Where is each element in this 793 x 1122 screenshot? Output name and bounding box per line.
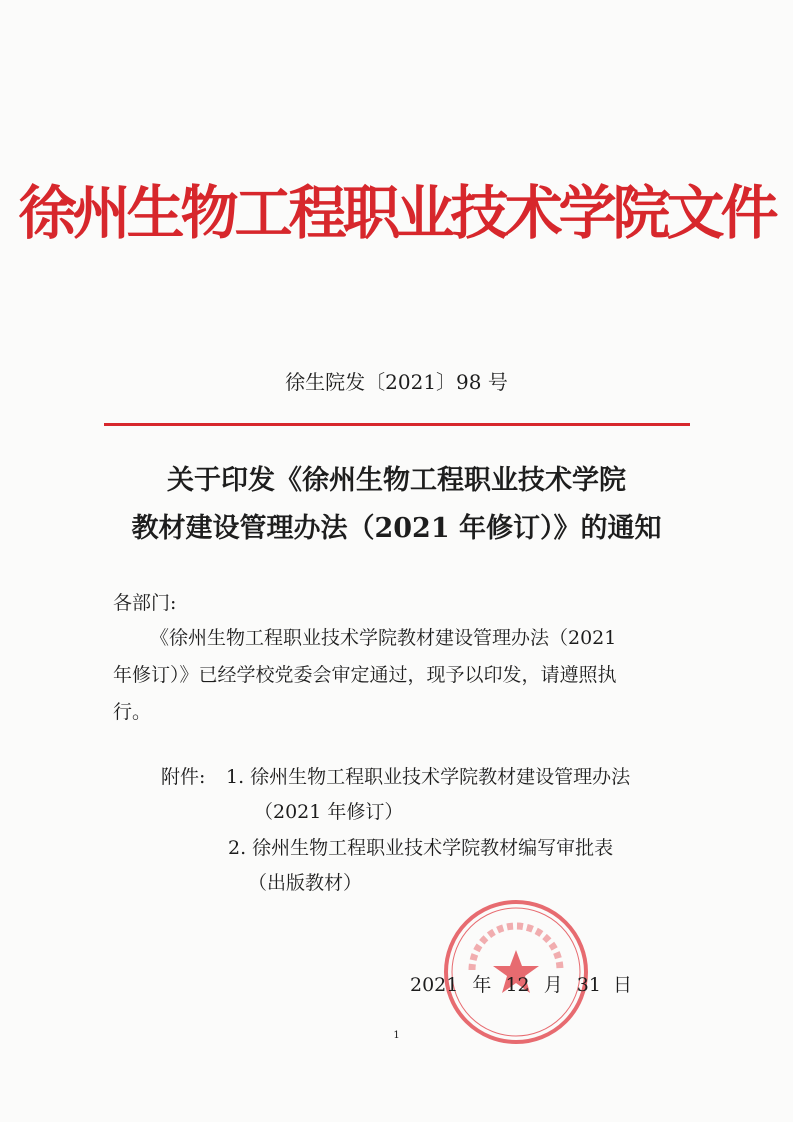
- attachment-1-title: 1. 徐州生物工程职业技术学院教材建设管理办法: [226, 766, 631, 788]
- attachment-2-title: 2. 徐州生物工程职业技术学院教材编写审批表: [228, 837, 614, 859]
- date-month: 12: [505, 974, 530, 996]
- page-number: 1: [393, 1030, 400, 1041]
- document-number: 徐生院发〔2021〕98 号: [285, 370, 508, 394]
- body-text-line-3: 行。: [113, 701, 152, 723]
- notice-title-line-1: 关于印发《徐州生物工程职业技术学院: [167, 465, 626, 496]
- date-year-unit: 年: [472, 974, 492, 996]
- salutation: 各部门:: [113, 592, 177, 614]
- attachment-2-subtitle: （出版教材）: [248, 872, 363, 894]
- date-day-unit: 日: [613, 974, 633, 996]
- body-text-line-2: 年修订）》已经学校党委会审定通过，现予以印发，请遵照执: [113, 664, 617, 686]
- attachment-1-subtitle: （2021 年修订）: [254, 801, 404, 823]
- body-text-line-1: 《徐州生物工程职业技术学院教材建设管理办法（2021: [150, 627, 617, 649]
- attachments-label: 附件:: [161, 766, 206, 788]
- red-divider-line: [104, 423, 690, 426]
- notice-title-line-2: 教材建设管理办法（2021 年修订）》的通知: [131, 513, 662, 544]
- date-year: 2021: [410, 974, 459, 996]
- issue-date: [410, 970, 632, 997]
- document-header-title: 徐州生物工程职业技术学院文件: [18, 179, 775, 247]
- date-month-unit: 月: [543, 974, 563, 996]
- date-day: 31: [576, 974, 601, 996]
